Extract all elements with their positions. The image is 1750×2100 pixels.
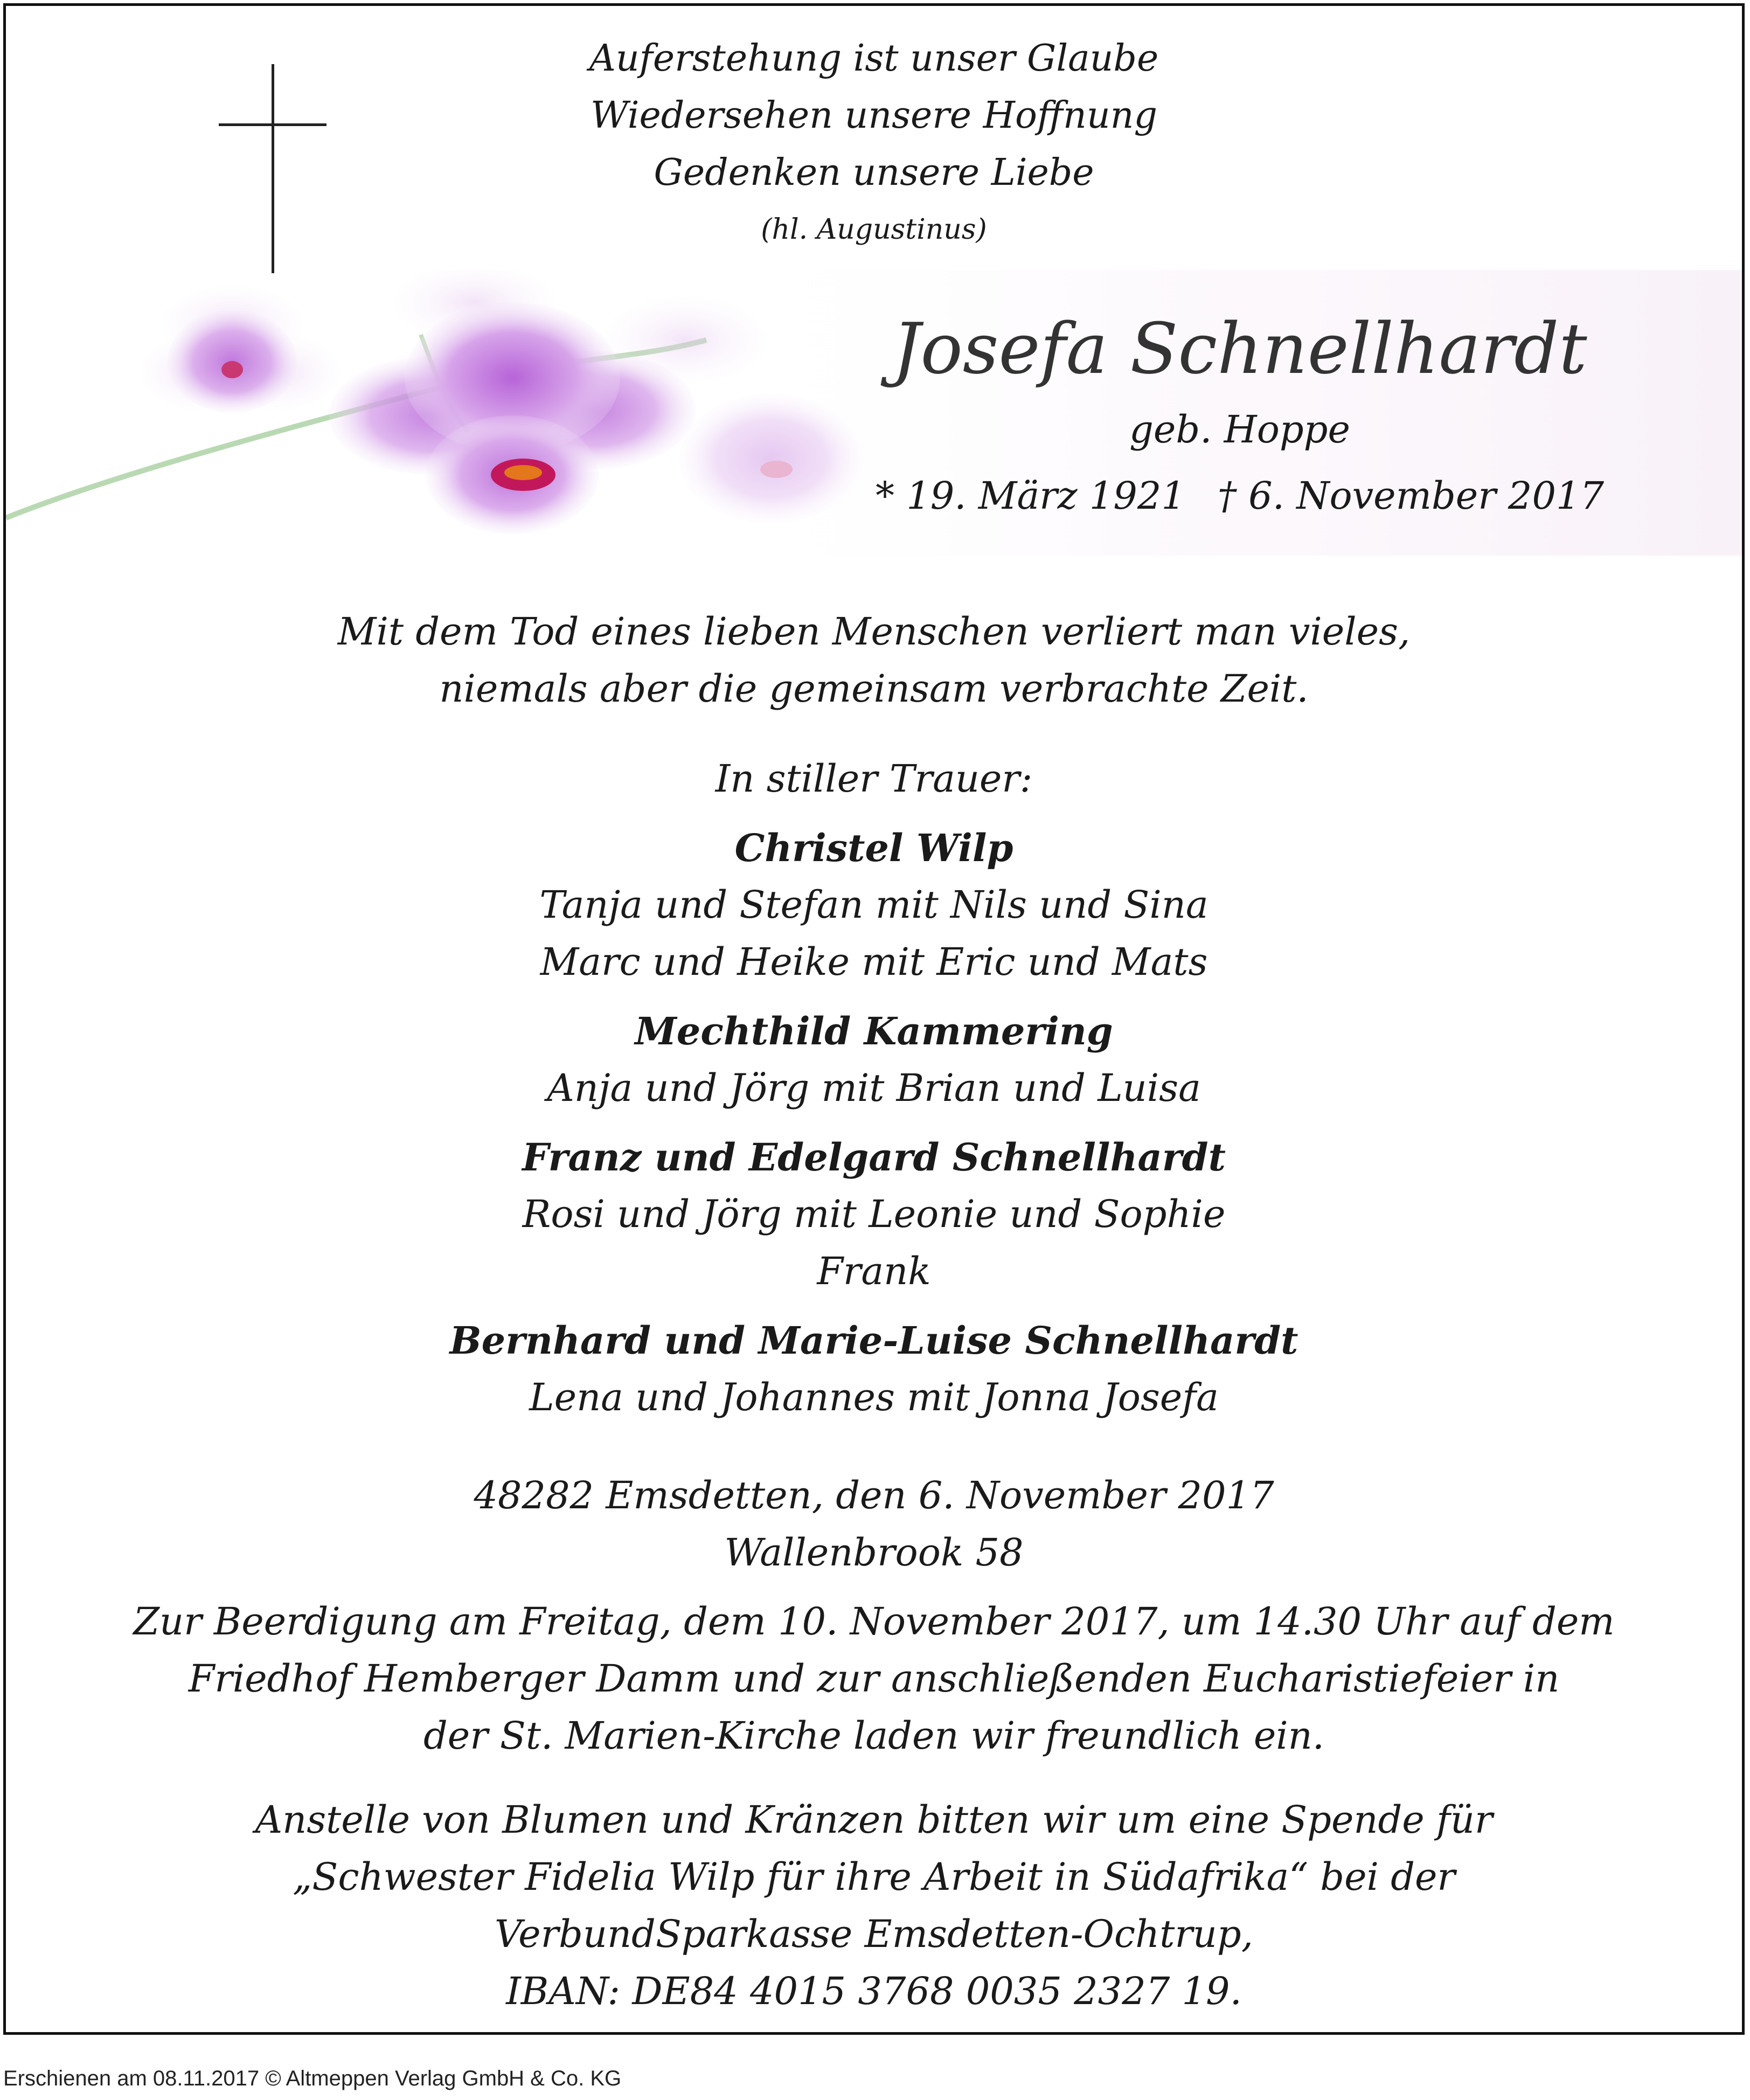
publication-footer: Erschienen am 08.11.2017 © Altmeppen Verlag GmbH & Co. KG	[3, 2067, 622, 2090]
mourner-line: Tanja und Stefan mit Nils und Sina	[539, 883, 1209, 927]
funeral-line-3: der St. Marien-Kirche laden wir freundlich ein.	[423, 1714, 1324, 1758]
mourners-heading: In stiller Trauer:	[715, 757, 1033, 801]
funeral-line-2: Friedhof Hemberger Damm und zur anschließenden Eucharistiefeier in	[188, 1657, 1560, 1701]
mourner-line: Frank	[817, 1249, 931, 1293]
mourner-lead-3: Franz und Edelgard Schnellhardt	[522, 1135, 1226, 1180]
quote-line-2: niemals aber die gemeinsam verbrachte Zeit.	[439, 667, 1309, 711]
quote-line-1: Mit dem Tod eines lieben Menschen verliert man vieles,	[337, 609, 1411, 654]
mourner-line: Lena und Johannes mit Jonna Josefa	[529, 1375, 1219, 1419]
motto-line-2: Wiedersehen unsere Hoffnung	[591, 94, 1157, 137]
motto-line-3: Gedenken unsere Liebe	[654, 151, 1094, 194]
death-date: † 6. November 2017	[1217, 474, 1605, 518]
deceased-name: Josefa Schnellhardt	[892, 308, 1587, 390]
birth-date: * 19. März 1921	[875, 474, 1185, 518]
birth-name: geb. Hoppe	[1129, 407, 1350, 452]
mourner-lead-2: Mechthild Kammering	[635, 1009, 1113, 1054]
mourner-line: Marc und Heike mit Eric und Mats	[540, 940, 1208, 984]
mourner-lead-4: Bernhard und Marie-Luise Schnellhardt	[449, 1318, 1298, 1363]
mourner-lead-1: Christel Wilp	[734, 826, 1013, 870]
mourner-line: Rosi und Jörg mit Leonie und Sophie	[522, 1192, 1226, 1236]
donation-line-1: Anstelle von Blumen und Kränzen bitten wir um eine Spende für	[255, 1798, 1493, 1842]
donation-line-2: „Schwester Fidelia Wilp für ihre Arbeit in Südafrika“ bei der	[293, 1855, 1455, 1899]
obituary-frame	[3, 3, 1745, 2035]
motto-line-1: Auferstehung ist unser Glaube	[589, 37, 1159, 80]
motto-source: (hl. Augustinus)	[761, 213, 987, 246]
address-line-2: Wallenbrook 58	[724, 1530, 1024, 1575]
mourner-line: Anja und Jörg mit Brian und Luisa	[547, 1066, 1201, 1110]
donation-line-3: VerbundSparkasse Emsdetten-Ochtrup,	[495, 1912, 1253, 1956]
funeral-line-1: Zur Beerdigung am Freitag, dem 10. November 2017, um 14.30 Uhr auf dem	[133, 1599, 1615, 1644]
address-line-1: 48282 Emsdetten, den 6. November 2017	[474, 1473, 1274, 1517]
life-dates	[787, 474, 1692, 518]
donation-iban: IBAN: DE84 4015 3768 0035 2327 19.	[506, 1969, 1242, 2013]
